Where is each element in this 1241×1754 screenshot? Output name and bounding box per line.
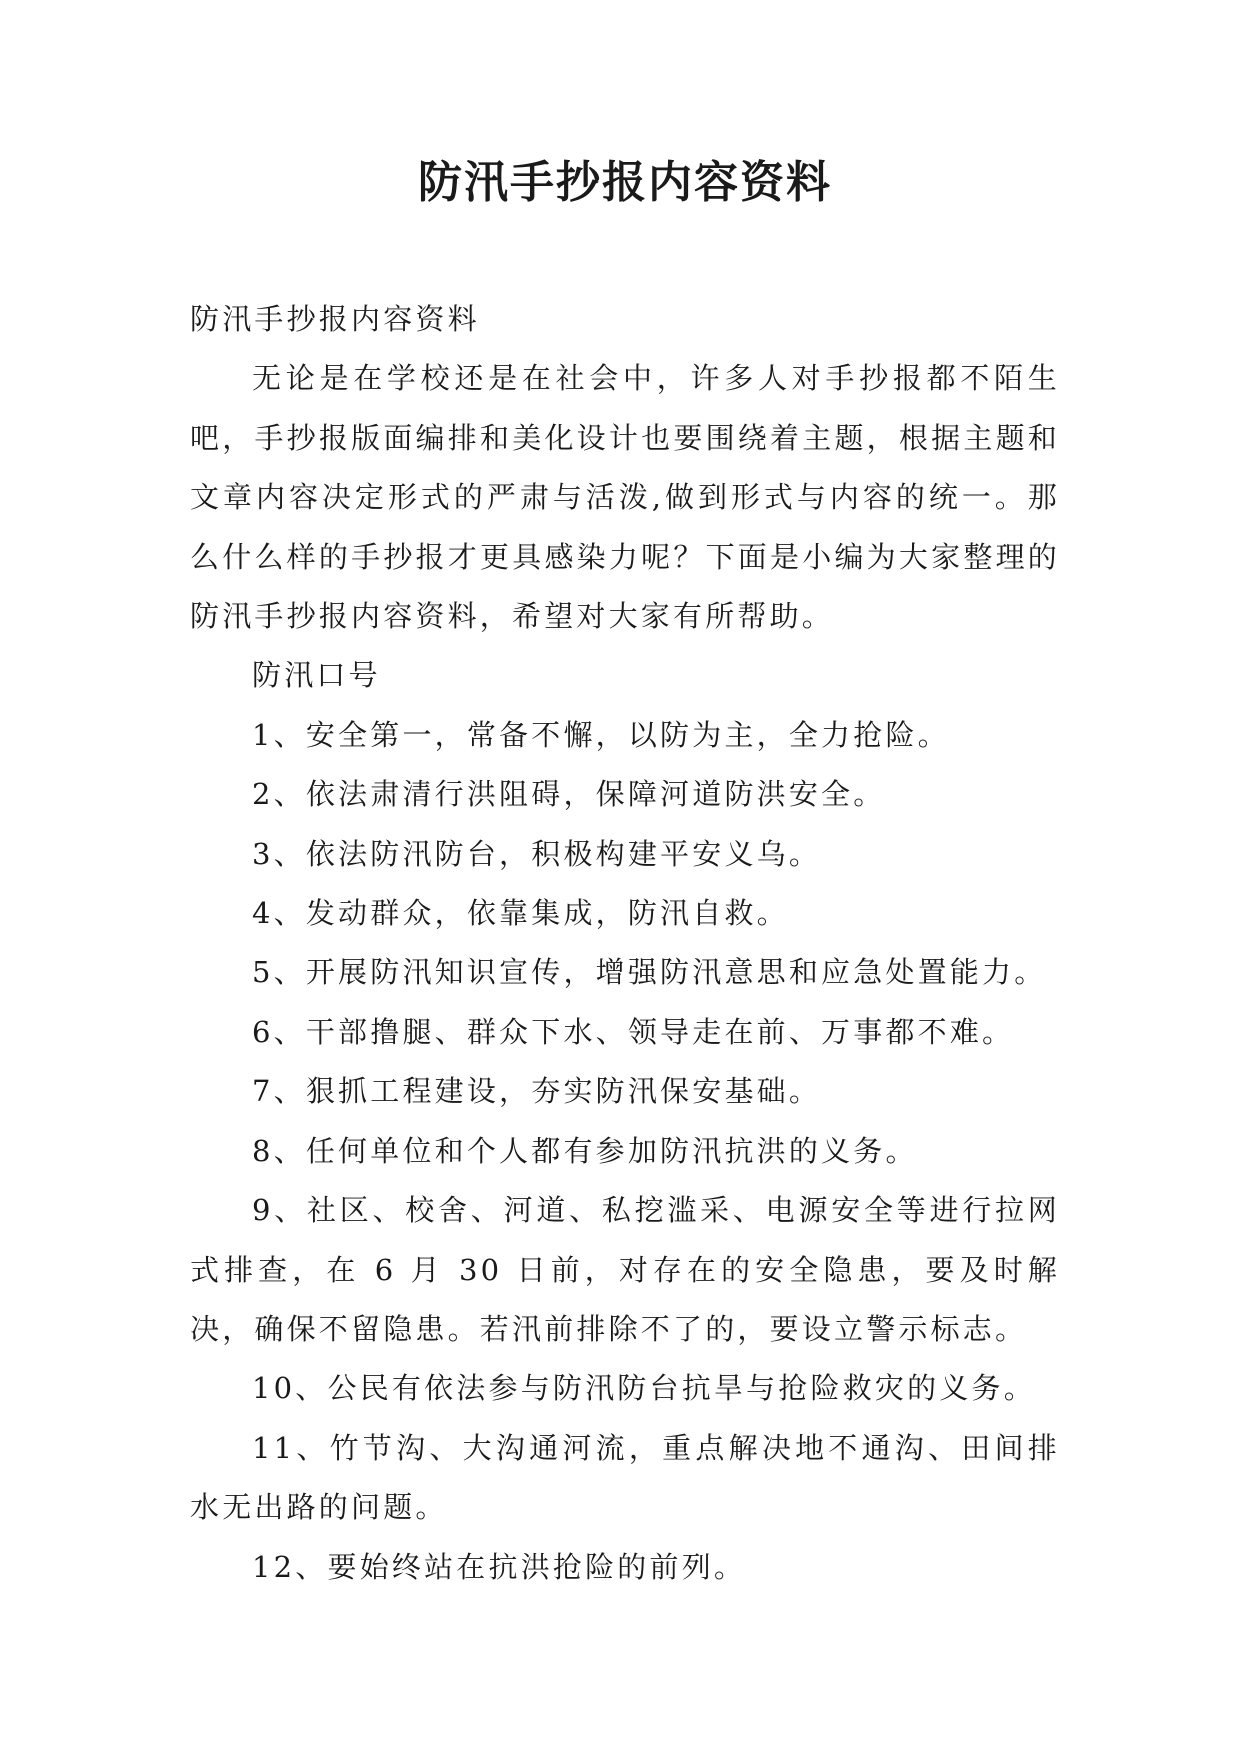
slogan-item: 9、社区、校舍、河道、私挖滥采、电源安全等进行拉网式排查，在 6 月 30 日前，对存在的安全隐患，要及时解决，确保不留隐患。若汛前排除不了的，要设立警示标志。 <box>190 1193 1060 1346</box>
slogan-item: 7、狠抓工程建设，夯实防汛保安基础。 <box>252 1074 822 1109</box>
document-page <box>190 0 1060 1754</box>
slogan-item: 4、发动群众，依靠集成，防汛自救。 <box>252 896 789 931</box>
slogan-item: 5、开展防汛知识宣传，增强防汛意思和应急处置能力。 <box>252 955 1047 990</box>
slogan-item: 12、要始终站在抗洪抢险的前列。 <box>252 1549 747 1584</box>
slogan-item: 6、干部撸腿、群众下水、领导走在前、万事都不难。 <box>252 1014 1015 1049</box>
slogan-item: 11、竹节沟、大沟通河流，重点解决地不通沟、田间排水无出路的问题。 <box>190 1430 1060 1525</box>
slogan-item: 2、依法肃清行洪阻碍，保障河道防洪安全。 <box>252 777 886 812</box>
slogan-item: 10、公民有依法参与防汛防台抗旱与抢险救灾的义务。 <box>252 1371 1036 1406</box>
slogan-item: 1、安全第一，常备不懈，以防为主，全力抢险。 <box>252 717 950 752</box>
document-subtitle: 防汛手抄报内容资料 <box>190 302 480 336</box>
section-heading: 防汛口号 <box>252 658 381 693</box>
document-body <box>190 290 1060 1597</box>
slogan-item: 8、任何单位和个人都有参加防汛抗洪的义务。 <box>252 1133 918 1168</box>
intro-paragraph: 无论是在学校还是在社会中，许多人对手抄报都不陌生吧，手抄报版面编排和美化设计也要围绕着主题，根据主题和文章内容决定形式的严肃与活泼,做到形式与内容的统一。那么什么样的手抄报才更具感染力呢？下面是小编为大家整理的防汛手抄报内容资料，希望对大家有所帮助。 <box>190 361 1060 634</box>
page-title: 防汛手抄报内容资料 <box>418 157 832 208</box>
slogan-item: 3、依法防汛防台，积极构建平安义乌。 <box>252 836 822 871</box>
